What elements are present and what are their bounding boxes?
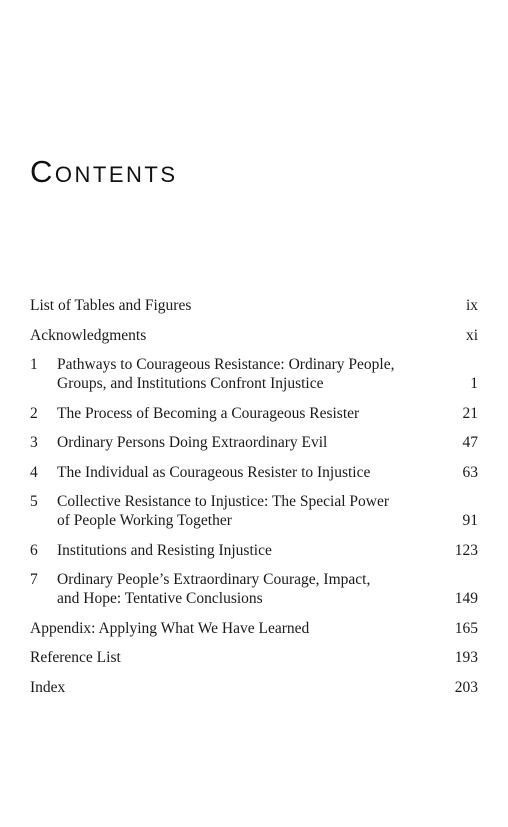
table-of-contents <box>30 296 478 697</box>
entry-title: Appendix: Applying What We Have Learned <box>30 619 310 637</box>
toc-entry <box>30 463 478 482</box>
chapter-number: 7 <box>30 571 38 588</box>
page-number: 1 <box>470 375 478 392</box>
toc-entry <box>30 570 478 608</box>
page-number: 91 <box>462 512 478 529</box>
entry-title: Groups, and Institutions Confront Injustice <box>57 375 324 392</box>
entry-title: Ordinary People’s Extraordinary Courage, Impact, <box>57 571 371 588</box>
page-number: xi <box>465 326 478 344</box>
page-number: 165 <box>454 619 478 637</box>
toc-entry <box>30 326 478 345</box>
page-number: ix <box>465 297 478 314</box>
page-number: 203 <box>454 678 478 696</box>
entry-title: Collective Resistance to Injustice: The Special Power <box>57 493 390 510</box>
page-number: 47 <box>462 434 478 451</box>
toc-entry <box>30 648 478 667</box>
chapter-number: 5 <box>30 493 38 510</box>
page-number: 149 <box>454 590 478 607</box>
entry-title: The Process of Becoming a Courageous Resister <box>57 404 360 422</box>
entry-title: of People Working Together <box>57 512 232 529</box>
toc-entry <box>30 619 478 638</box>
entry-title: Pathways to Courageous Resistance: Ordinary People, <box>57 356 395 373</box>
entry-title: Acknowledgments <box>30 326 147 344</box>
entry-title: The Individual as Courageous Resister to Injustice <box>57 463 371 481</box>
toc-entry <box>30 492 478 530</box>
entry-title: Institutions and Resisting Injustice <box>57 541 272 559</box>
page-title: Contents <box>30 154 178 189</box>
entry-title: Index <box>30 678 66 696</box>
page-number: 123 <box>454 541 478 559</box>
entry-title: and Hope: Tentative Conclusions <box>57 590 263 607</box>
chapter-number: 4 <box>30 463 38 481</box>
toc-entry <box>30 404 478 423</box>
page-number: 21 <box>462 404 478 422</box>
toc-entry <box>30 355 478 393</box>
entry-title: Ordinary Persons Doing Extraordinary Evil <box>57 434 328 451</box>
toc-entry <box>30 541 478 560</box>
page-number: 193 <box>454 649 478 666</box>
toc-entry <box>30 678 478 697</box>
chapter-number: 3 <box>30 434 38 451</box>
toc-entry <box>30 433 478 452</box>
entry-title: List of Tables and Figures <box>30 297 192 314</box>
page-number: 63 <box>462 463 478 481</box>
chapter-number: 2 <box>30 404 38 422</box>
toc-entry <box>30 296 478 315</box>
entry-title: Reference List <box>30 649 121 666</box>
chapter-number: 6 <box>30 541 38 559</box>
chapter-number: 1 <box>30 356 38 373</box>
